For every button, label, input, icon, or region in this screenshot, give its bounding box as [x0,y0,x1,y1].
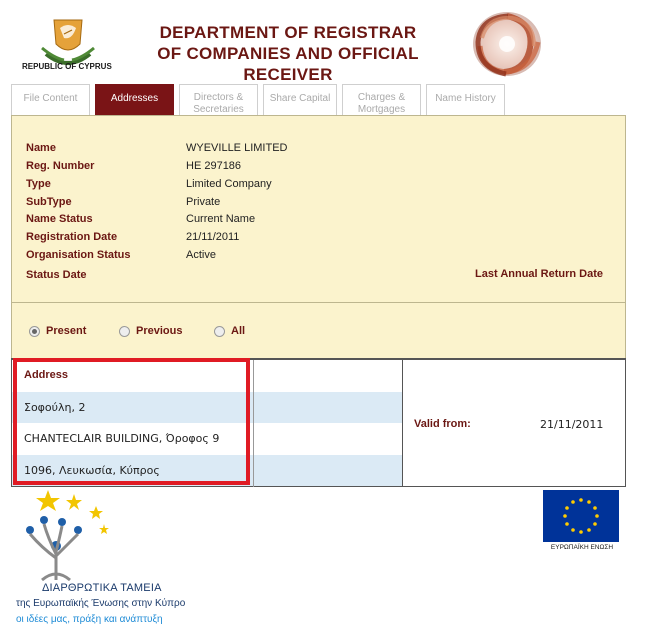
tab-directors-secretaries[interactable]: Directors & Secretaries [179,84,258,115]
address-header: Address [24,369,69,381]
radio-present[interactable]: Present [29,325,86,337]
tab-charges-mortgages[interactable]: Charges & Mortgages [342,84,421,115]
tab-file-content[interactable]: File Content [11,84,90,115]
structural-funds-subtitle: της Ευρωπαϊκής Ένωσης στην Κύπρο [16,598,186,609]
address-line-1: Σοφούλη, 2 [12,392,402,423]
address-line-2: CHANTECLAIR BUILDING, Όροφος 9 [24,432,220,445]
tab-name-history[interactable]: Name History [426,84,505,115]
address-table [11,358,626,487]
radio-all[interactable]: All [214,325,245,337]
structural-funds-tree-logo-icon [12,488,122,583]
title-line-1: DEPARTMENT OF REGISTRAR [159,23,417,42]
eu-label: ΕΥΡΩΠΑΪΚΗ ΕΝΩΣΗ [550,544,614,551]
republic-of-cyprus-label: REPUBLIC OF CYPRUS [22,62,112,71]
valid-from-value: 21/11/2011 [540,418,604,431]
column-divider [253,360,254,487]
valid-from-label: Valid from: [414,418,471,430]
structural-funds-title: ΔΙΑΡΘΡΩΤΙΚΑ ΤΑΜΕΙΑ [42,582,162,594]
tab-addresses[interactable]: Addresses [95,84,174,115]
radio-unselected-icon [214,326,225,337]
address-column [12,360,403,487]
department-title [118,22,458,85]
address-line-3: 1096, Λευκωσία, Κύπρος [12,455,402,486]
eu-flag-icon [543,490,619,542]
registrar-spiral-logo-icon [468,8,546,80]
radio-previous[interactable]: Previous [119,325,182,337]
address-filter [11,303,626,359]
radio-unselected-icon [119,326,130,337]
structural-funds-slogan: οι ιδέες μας, πράξη και ανάπτυξη [16,614,163,625]
company-info-panel: Name WYEVILLE LIMITED Reg. Number HE 297186 Type Limited Company SubType Private Name Status Current Name Registration Date 21/11/2011 Organisation Status Active Status Date Last Annual Return Date [11,115,626,303]
page-header [0,0,647,85]
title-line-2: OF COMPANIES AND OFFICIAL RECEIVER [157,44,419,84]
tab-share-capital[interactable]: Share Capital [263,84,337,115]
radio-selected-icon [29,326,40,337]
last-annual-return-label: Last Annual Return Date [475,268,603,280]
